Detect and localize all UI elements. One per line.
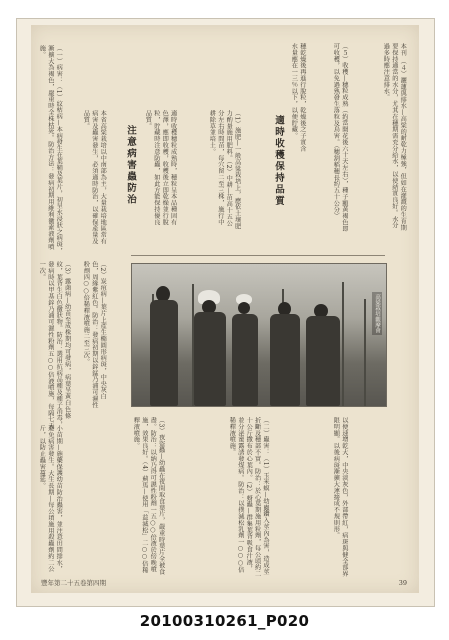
text-column-lower-left — [131, 417, 223, 577]
paragraph: 本省高粱栽培以中南部為主，大量栽培地區常有病害及蟲害發生，必須適時防治，以確保產量及品質。 — [82, 110, 107, 245]
divider — [131, 255, 385, 256]
text-column-middle-left — [37, 261, 79, 431]
paragraph: 穗乾燥後再進行脫粒，乾燥後之子實含水量應在一三％以下，以便貯藏。 — [290, 43, 306, 152]
paragraph: （3）露菌病—幼苗至成株期均可發病，病葉呈黃白色條紋，葉背生白色黴狀物。防治：選用抗病品種及種子消毒，發病時以甲基鋅乃浦可濕性粉劑五○○倍液噴施，每隔七天一次。 — [38, 261, 71, 429]
issue-footer: 豐年第二十五卷第四期 — [41, 579, 106, 587]
page-number: 39 — [398, 579, 407, 587]
text-column-lower-mid — [227, 417, 327, 577]
paragraph: （1）施肥—一般高粱栽培上，應依土壤肥力酌量施用肥料。（2）中耕—苗高十五公分左右時間苗，每穴留二至三株，施行中耕除草並培土。 — [208, 110, 241, 230]
paragraph: （５）收穫—穗粒成熟（約當開花後六十天左右），種子顯黃褐色即可收穫，以免過熟發生落粒及鳥害。（穗割稻穗長約五十公分） — [332, 43, 348, 232]
paragraph: 本刊 （４）灑蓮與排水—高粱的耐乾力極強，但如在灌溉的生育期要保持適當的水分，尤其在穗期需充分給水，以使結實良好。水分過多時應注意排水。 — [382, 43, 407, 231]
paragraph: 小苗期—施藥保護幼苗防治蟲害，並注意田間排水，避免病害發生。大生長期—每公頃施用殺蟲劑約二公斤，以防止蟲害蔓延。 — [38, 425, 63, 573]
text-column-top-mid-2 — [143, 110, 201, 230]
field-photo — [131, 263, 387, 407]
photo-caption: 高粱栽培觀摩會 — [374, 294, 380, 334]
text-column-top-mid — [207, 110, 265, 230]
paragraph: （一）病害：（1）紋枯病—本病發生在葉鞘及葉片，初呈水浸狀之病斑，漸擴大為褐色，嚴重時全株枯死。防治方法：發病初期用維利黴素液劑噴施。 — [38, 45, 63, 254]
scanned-sheet — [16, 18, 435, 607]
text-column-photo-side — [37, 425, 127, 575]
text-column-top-right-b — [289, 43, 329, 153]
article-title-top: 適時收穫保持品質 — [273, 115, 284, 207]
paragraph: （二）蟲害：（1）玉米螟—幼蟲鑽入莖內為害，造成莖折斷及穗部不實。防治：於心葉期施用粒劑，每公頃約二十公斤撒布於心葉內。（2）蚜蟲—群集葉背吸食汁液，並分泌蜜露誘發煤病。防治：以撲滅松乳劑一○○○倍稀釋液噴施。 — [228, 417, 270, 577]
text-column-top-right — [331, 43, 379, 233]
archive-id: 20100310261_P020 — [139, 612, 310, 630]
paragraph: 適時收穫穗粒成熟時，穗粒呈本品種固有色澤，應即收穫，收穫後立即乾燥並行脫粒，貯藏時注意防蟲，如此方能保持優良品質。 — [144, 110, 177, 226]
text-column-middle — [81, 261, 127, 411]
text-column-lower-right — [331, 417, 415, 577]
paragraph: （3）夜盜蟲—幼蟲在夜間取食葉片，嚴重時葉片全被食盡。防治：以納乃得可濕性粉劑一五○○倍液於傍晚噴施，效果良好。（4）薊馬—使用「益滅松」二○○倍稀釋液噴施。 — [132, 417, 165, 575]
text-column-top-mid-3 — [81, 110, 119, 250]
text-column-left-upper — [37, 45, 79, 255]
article-title-middle: 注意病害蟲防治 — [125, 125, 136, 206]
text-column-top-far-right — [381, 43, 411, 233]
paragraph: 以便速增乾大，中央淡灰色，外部帶紅，病斑與健全部界限明顯。以後病斑漸擴大連接成不規則形。 — [332, 417, 348, 577]
magazine-page — [31, 25, 419, 593]
paragraph: （2）炭疽病—葉片上產生橢圓形病斑，中央灰白色，周緣紫紅色。防治：發病初期以鋅錳乃浦可濕性粉劑四○○倍稀釋液噴施二至三次。 — [82, 261, 107, 409]
